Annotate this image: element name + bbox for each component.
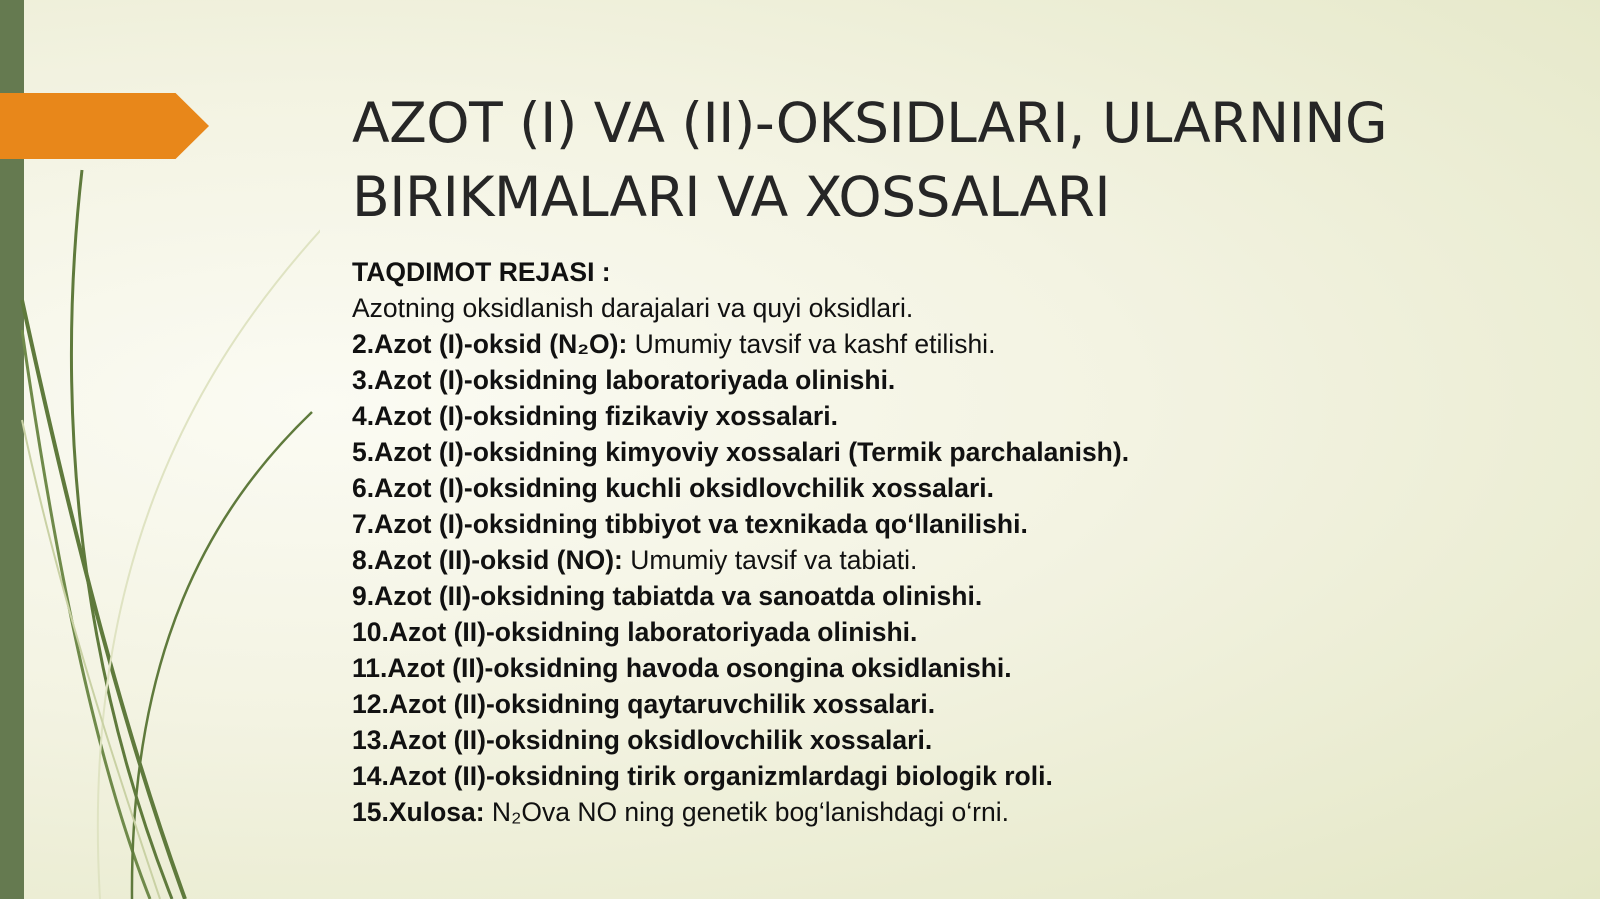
plan-item-8: 8.Azot (II)-oksid (NO): Umumiy tavsif va tabiati. (352, 545, 918, 575)
plan-item-12: 12.Azot (II)-oksidning qaytaruvchilik xossalari. (352, 689, 936, 719)
plan-item-15: 15.Xulosa: N₂Ova NO ning genetik bog‘lanishdagi o‘rni. (352, 797, 1009, 827)
plan-heading: TAQDIMOT REJASI : (352, 257, 611, 287)
plan-item-6: 6.Azot (I)-oksidning kuchli oksidlovchilik xossalari. (352, 473, 995, 503)
title-line-1: AZOT (I) VA (II)-OKSIDLARI, ULARNING (352, 91, 1388, 155)
plan-item-13: 13.Azot (II)-oksidning oksidlovchilik xossalari. (352, 725, 933, 755)
slide-body (352, 254, 1552, 830)
title-line-2: BIRIKMALARI VA XOSSALARI (352, 165, 1111, 229)
slide-title (352, 86, 1532, 234)
plan-item-9: 9.Azot (II)-oksidning tabiatda va sanoatda olinishi. (352, 581, 983, 611)
plan-item-10: 10.Azot (II)-oksidning laboratoriyada olinishi. (352, 617, 918, 647)
plan-intro: Azotning oksidlanish darajalari va quyi oksidlari. (352, 293, 914, 323)
plan-item-4: 4.Azot (I)-oksidning fizikaviy xossalari. (352, 401, 838, 431)
plan-item-3: 3.Azot (I)-oksidning laboratoriyada olinishi. (352, 365, 896, 395)
plan-item-2: 2.Azot (I)-oksid (N₂O): Umumiy tavsif va kashf etilishi. (352, 329, 996, 359)
plan-item-11: 11.Azot (II)-oksidning havoda osongina oksidlanishi. (352, 653, 1012, 683)
plan-item-5: 5.Azot (I)-oksidning kimyoviy xossalari (Termik parchalanish). (352, 437, 1130, 467)
orange-arrow-tab (0, 93, 209, 159)
plan-item-7: 7.Azot (I)-oksidning tibbiyot va texnikada qo‘llanilishi. (352, 509, 1028, 539)
plan-item-14: 14.Azot (II)-oksidning tirik organizmlardagi biologik roli. (352, 761, 1053, 791)
